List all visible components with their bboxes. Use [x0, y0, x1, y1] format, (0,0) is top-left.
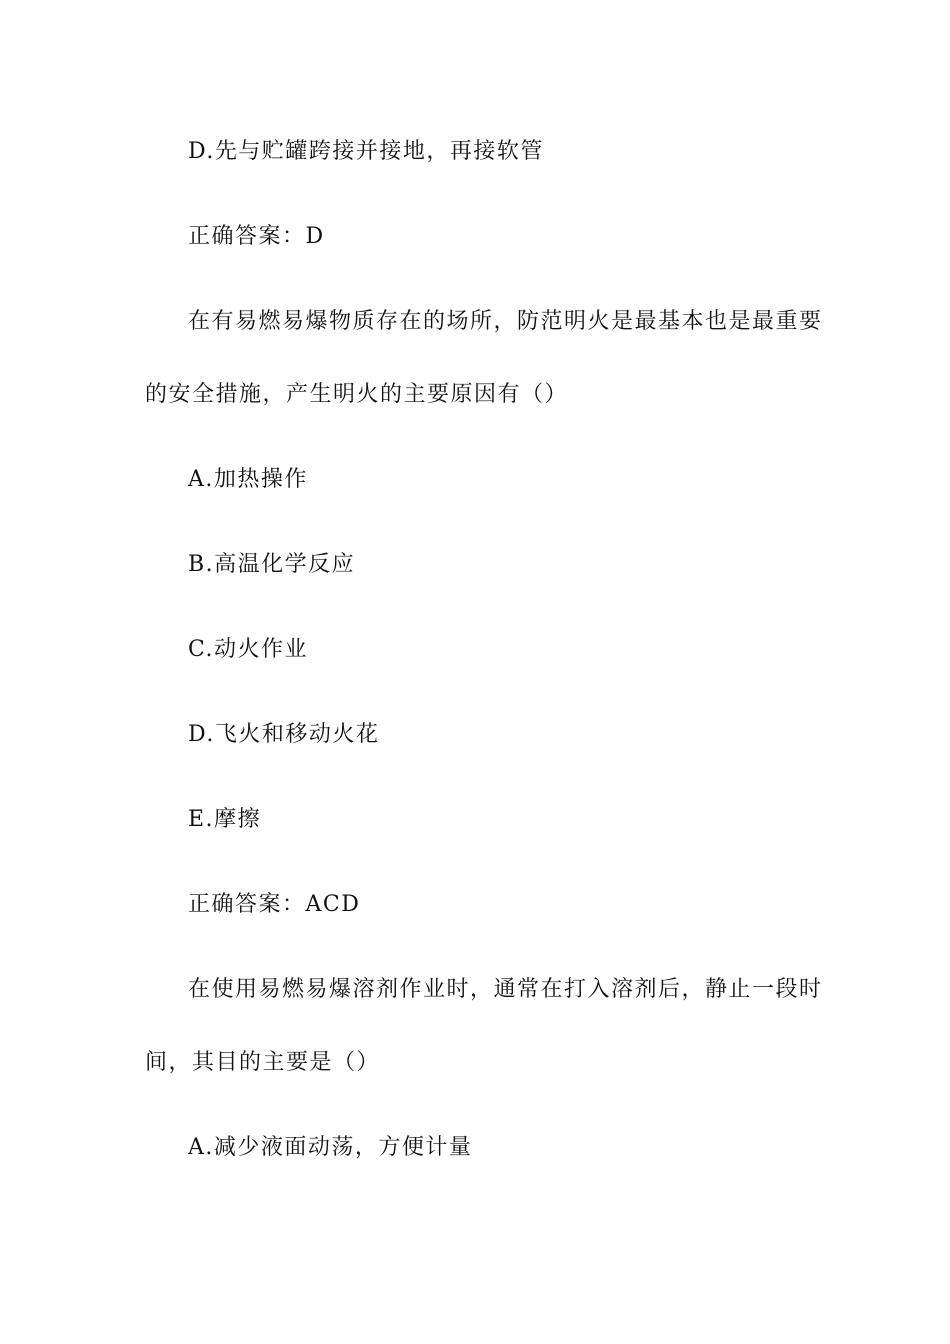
answer-open-flame: 正确答案：ACD — [188, 892, 361, 917]
question-open-flame-line-1: 在有易燃易爆物质存在的场所，防范明火是最基本也是最重要 — [188, 309, 823, 334]
question-solvent-line-2: 间，其目的主要是（） — [145, 1050, 381, 1075]
option-d-previous-question: D.先与贮罐跨接并接地，再接软管 — [188, 139, 544, 164]
option-b-reaction: B.高温化学反应 — [188, 552, 356, 577]
answer-previous-question: 正确答案：D — [188, 224, 325, 249]
option-a-solvent: A.减少液面动荡，方便计量 — [188, 1135, 473, 1160]
option-e-friction: E.摩擦 — [188, 807, 262, 832]
option-a-heating: A.加热操作 — [188, 467, 308, 492]
question-solvent-line-1: 在使用易燃易爆溶剂作业时，通常在打入溶剂后，静止一段时 — [188, 977, 823, 1002]
option-c-hot-work: C.动火作业 — [188, 637, 309, 662]
question-open-flame-line-2: 的安全措施，产生明火的主要原因有（） — [145, 382, 569, 407]
option-d-sparks: D.飞火和移动火花 — [188, 722, 380, 747]
